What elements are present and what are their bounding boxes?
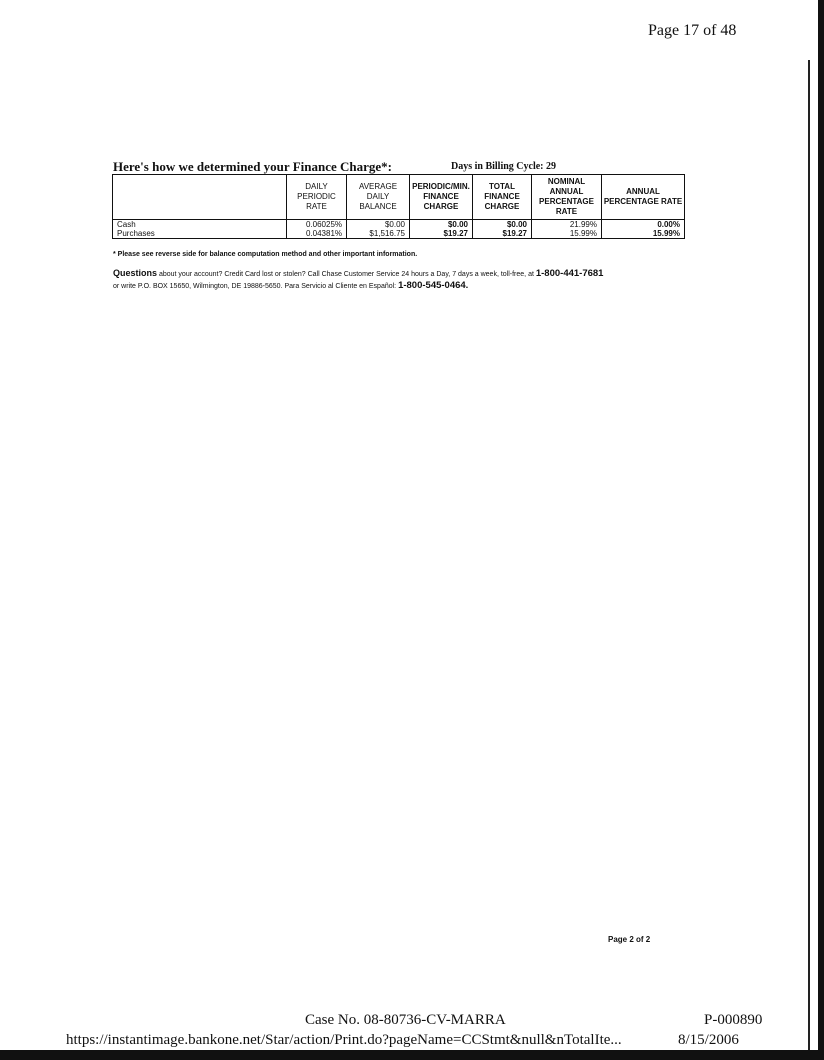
questions-lead: Questions	[113, 268, 158, 278]
header-apr: ANNUAL PERCENTAGE RATE	[602, 175, 685, 220]
scan-edge-right	[818, 0, 824, 1060]
case-number: Case No. 08-80736-CV-MARRA	[305, 1012, 506, 1028]
periodic-finance-charge-cell: $19.27	[410, 229, 473, 239]
scan-edge-bottom	[0, 1050, 824, 1060]
page-number: Page 17 of 48	[648, 22, 737, 39]
header-nominal-apr: NOMINAL ANNUAL PERCENTAGE RATE	[532, 175, 602, 220]
apr-cell: 15.99%	[602, 229, 685, 239]
scan-edge-line	[808, 60, 810, 1050]
row-label: Cash	[113, 220, 287, 230]
header-average-daily-balance: AVERAGE DAILY BALANCE	[347, 175, 410, 220]
mailing-address-text: or write P.O. BOX 15650, Wilmington, DE 19886-5650. Para Servicio al Cliente en Español:	[113, 283, 399, 290]
average-daily-balance-cell: $0.00	[347, 220, 410, 230]
statement-page-indicator: Page 2 of 2	[608, 935, 651, 944]
print-date: 8/15/2006	[678, 1032, 739, 1048]
table-row	[113, 220, 685, 230]
billing-cycle-days: Days in Billing Cycle: 29	[451, 161, 557, 172]
daily-periodic-rate-cell: 0.06025%	[287, 220, 347, 230]
periodic-finance-charge-cell: $0.00	[410, 220, 473, 230]
average-daily-balance-cell: $1,516.75	[347, 229, 410, 239]
finance-charge-table	[112, 174, 685, 239]
header-blank	[113, 175, 287, 220]
total-finance-charge-cell: $19.27	[473, 229, 532, 239]
questions-text: about your account? Credit Card lost or stolen? Call Chase Customer Service 24 hours a Day, 7 days a week, toll-free, at	[157, 271, 536, 278]
header-periodic-finance-charge: PERIODIC/MIN. FINANCE CHARGE	[410, 175, 473, 220]
daily-periodic-rate-cell: 0.04381%	[287, 229, 347, 239]
customer-service-info	[113, 268, 703, 292]
table-row	[113, 229, 685, 239]
nominal-apr-cell: 15.99%	[532, 229, 602, 239]
bates-number: P-000890	[704, 1012, 763, 1028]
footnote: * Please see reverse side for balance computation method and other important information.	[113, 251, 418, 258]
customer-service-phone: 1-800-441-7681	[535, 268, 604, 279]
finance-charge-heading: Here's how we determined your Finance Charge*:	[113, 159, 392, 174]
total-finance-charge-cell: $0.00	[473, 220, 532, 230]
apr-cell: 0.00%	[602, 220, 685, 230]
nominal-apr-cell: 21.99%	[532, 220, 602, 230]
row-label: Purchases	[113, 229, 287, 239]
print-url: https://instantimage.bankone.net/Star/action/Print.do?pageName=CCStmt&null&nTotalIte...	[66, 1032, 622, 1048]
header-total-finance-charge: TOTAL FINANCE CHARGE	[473, 175, 532, 220]
header-daily-periodic-rate: DAILY PERIODIC RATE	[287, 175, 347, 220]
spanish-service-phone: 1-800-545-0464.	[398, 280, 469, 291]
table-header-row	[113, 175, 685, 220]
